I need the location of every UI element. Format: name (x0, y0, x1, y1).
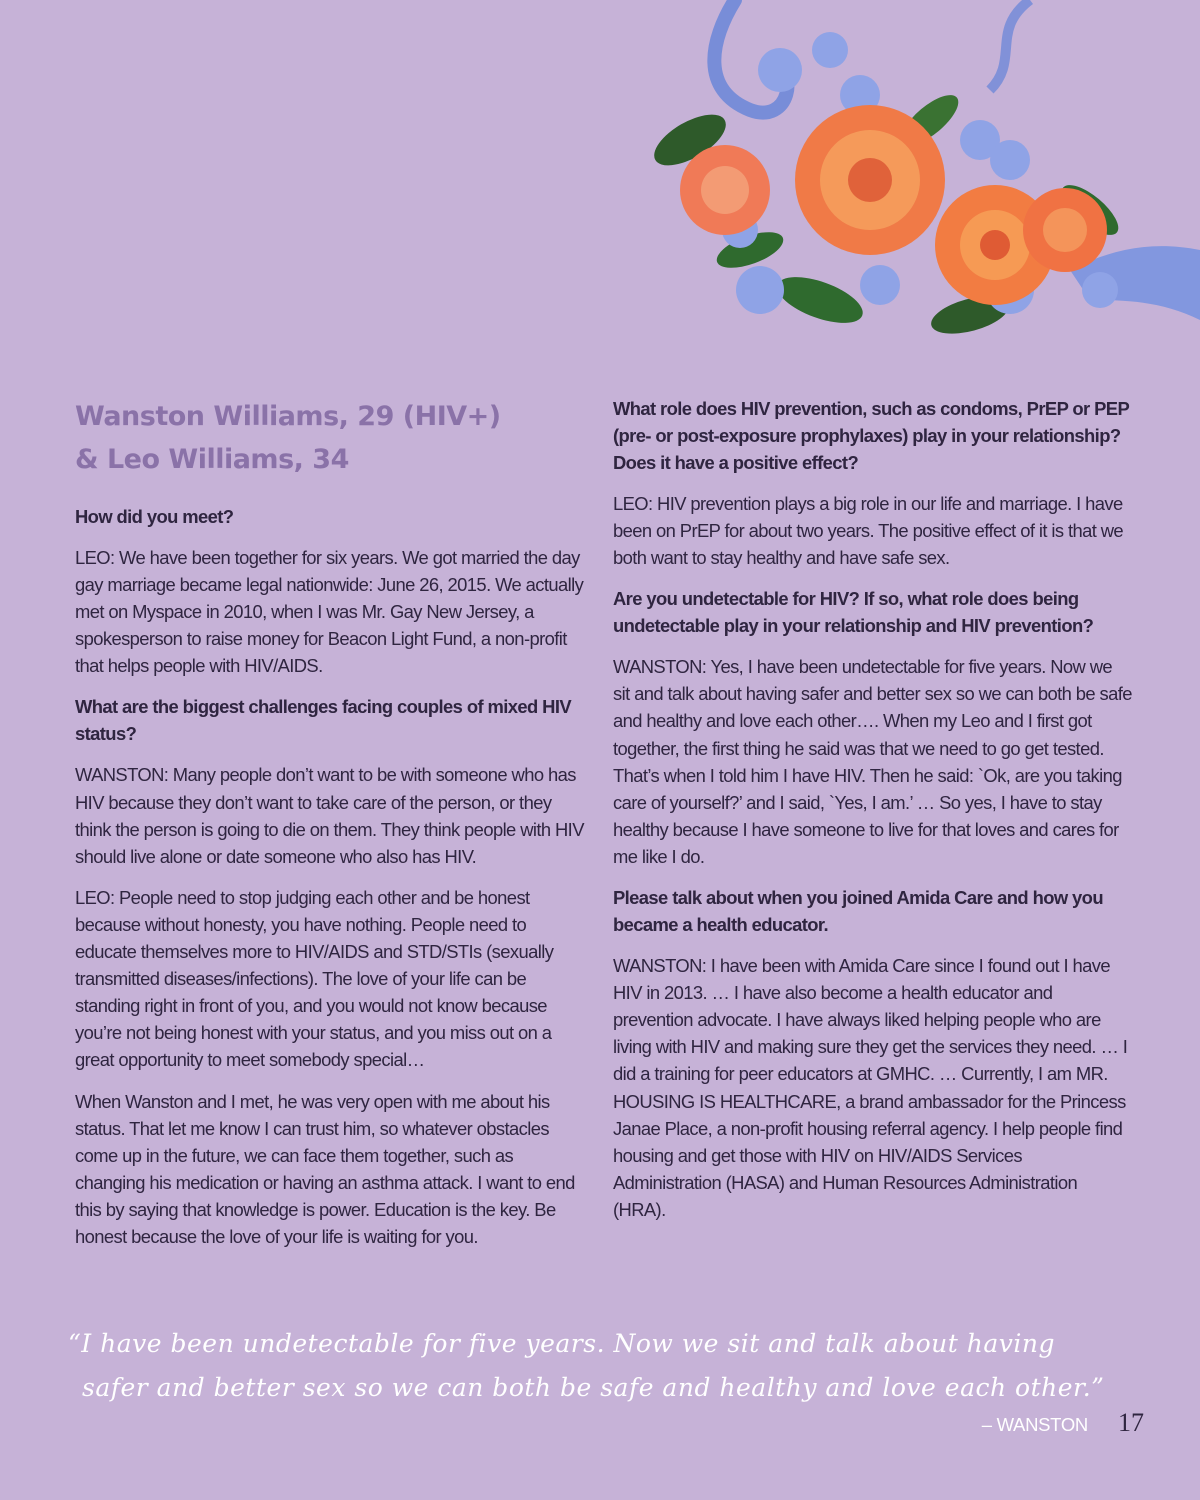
pull-quote-line-2: safer and better sex so we can both be safe and healthy and love each other.” (82, 1373, 1105, 1402)
answer-text: : I have been with Amida Care since I found out I have HIV in 2013. … I have also become a health educator and prevention advocate. I have always liked helping people who are living with HIV and making sure they get the services they need. … I did a training for peer educators at GMHC. … Currently, I am MR. HOUSING IS HEALTHCARE, a brand ambassador for the Princess Janae Place, a non-profit housing referral agency. I help people find housing and get those with HIV on HIV/AIDS Services Administration (HASA) and Human Resources Administration (HRA). (613, 955, 1128, 1220)
question: What are the biggest challenges facing couples of mixed HIV status? (75, 696, 571, 745)
question: Are you undetectable for HIV? If so, what role does being undetectable play in your relationship and HIV prevention? (613, 588, 1094, 637)
question: How did you meet? (75, 506, 234, 527)
answer-text: : HIV prevention plays a big role in our life and marriage. I have been on PrEP for about two years. The positive effect of it is that we both want to stay healthy and have safe sex. (613, 493, 1124, 569)
question: Please talk about when you joined Amida Care and how you became a health educator. (613, 887, 1103, 936)
answer (75, 1088, 585, 1251)
answer (75, 884, 585, 1074)
page-number: 17 (1118, 1408, 1144, 1437)
answer (613, 653, 1133, 870)
answer-text: : Yes, I have been undetectable for five years. Now we sit and talk about having safer and better sex so we can both be safe and healthy and love each other…. When my Leo and I first got together, the first thing he said was that we need to go get tested. That’s when I told him I have HIV. Then he said: `Ok, are you taking care of yourself?’ and I said, `Yes, I am.’ … So yes, I have to stay healthy because I have someone to live for that loves and cares for me like I do. (613, 656, 1132, 867)
pull-quote (68, 1322, 1158, 1410)
speaker-name: WANSTON (613, 656, 702, 678)
pull-quote-line-1: “I have been undetectable for five years. Now we sit and talk about having (68, 1329, 1055, 1358)
answer (75, 544, 585, 679)
answer-text: When Wanston and I met, he was very open with me about his status. That let me know I can trust him, so whatever obstacles come up in the future, we can face them together, such as changing his medication or having an asthma attack. I want to end this by saying that knowledge is power. Education is the key. Be honest because the love of your life is waiting for you. (75, 1090, 575, 1247)
title-line-1: Wanston Williams, 29 (HIV+) (75, 401, 501, 432)
speaker-name: WANSTON (613, 955, 702, 977)
floral-decoration (630, 0, 1200, 345)
answer-text: : Many people don’t want to be with someone who has HIV because they don’t want to take care of the person, or they think the person is going to die on them. They think people with HIV should live alone or date someone who also has HIV. (75, 764, 584, 867)
article-title (75, 395, 585, 481)
speaker-name: LEO (75, 547, 110, 568)
speaker-name: LEO (613, 493, 648, 514)
left-column (75, 395, 585, 1264)
answer (75, 761, 585, 869)
pull-quote-author: – WANSTON (981, 1414, 1088, 1435)
question: What role does HIV prevention, such as condoms, PrEP or PEP (pre- or post-exposure prophylaxes) play in your relationship? Does it have a positive effect? (613, 398, 1129, 473)
title-line-2: & Leo Williams, 34 (75, 444, 349, 475)
answer-text: : People need to stop judging each other and be honest because without honesty, you have nothing. People need to educate themselves more to HIV/AIDS and STD/STIs (sexually transmitted diseases/infections). The love of your life can be standing right in front of you, and you would not know because you’re not being honest with your status, and you miss out on a great opportunity to meet somebody special… (75, 886, 554, 1071)
answer (613, 490, 1133, 571)
answer (613, 952, 1133, 1223)
answer-text: : We have been together for six years. We got married the day gay marriage became legal nationwide: June 26, 2015. We actually met on Myspace in 2010, when I was Mr. Gay New Jersey, a spokesperson to raise money for Beacon Light Fund, a non-profit that helps people with HIV/AIDS. (75, 547, 584, 677)
speaker-name: LEO (75, 886, 110, 908)
right-column (613, 395, 1133, 1237)
speaker-name: WANSTON (75, 764, 164, 786)
